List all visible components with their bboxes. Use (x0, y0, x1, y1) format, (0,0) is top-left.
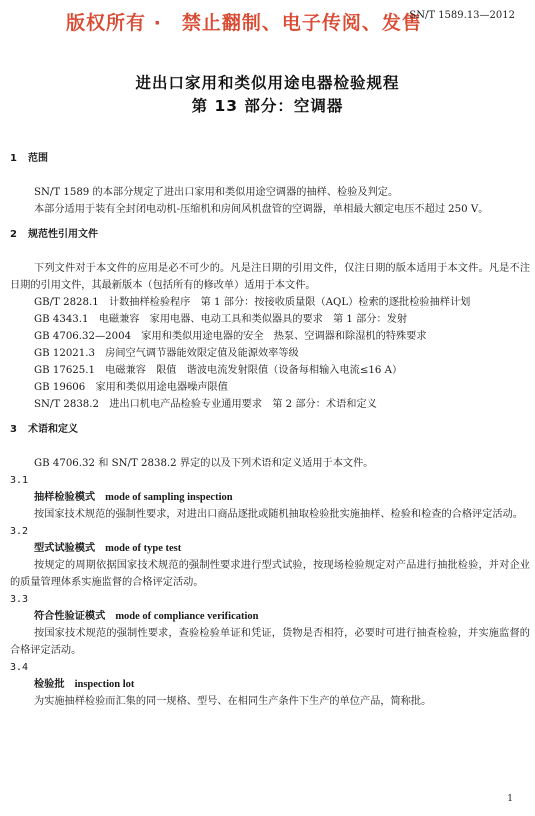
section-number: 1 (10, 153, 17, 164)
standard-code: SN/T 1589.13—2012 (409, 10, 515, 21)
paragraph: SN/T 1589 的本部分规定了进出口家用和类似用途空调器的抽样、检验及判定。 (34, 187, 399, 198)
reference-item: GB 4343.1 电磁兼容 家用电器、电动工具和类似器具的要求 第 1 部分：发射 (34, 314, 408, 325)
document-body (10, 150, 530, 710)
term-number: 3.1 (10, 475, 29, 486)
term-definition: 为实施抽样检验而汇集的同一规格、型号、在相同生产条件下生产的单位产品，简称批。 (34, 696, 432, 707)
term-cn: 符合性验证模式 (34, 610, 106, 622)
copyright-watermark: 版权所有 · 禁止翻制、电子传阅、发售 (66, 12, 422, 34)
term-en: mode of compliance verification (115, 611, 259, 622)
term-cn: 型式试验模式 (34, 542, 96, 554)
section-heading-terms-definitions (10, 421, 530, 438)
term-definition: 按国家技术规范的强制性要求，查验检验单证和凭证，货物是否相符，必要时可进行抽查检验，并实施监督的合格评定活动。 (10, 628, 530, 656)
term-en: mode of sampling inspection (105, 492, 233, 503)
reference-item: GB/T 2828.1 计数抽样检验程序 第 1 部分：按接收质量限（AQL）检索的逐批检验抽样计划 (34, 297, 471, 308)
document-subtitle: 第 13 部分：空调器 (191, 97, 344, 115)
term-title (10, 608, 530, 625)
term-number: 3.4 (10, 662, 29, 673)
paragraph: 本部分适用于装有全封闭电动机-压缩机和房间风机盘管的空调器，单相最大额定电压不超过 250 V。 (34, 204, 489, 215)
section-heading-scope (10, 150, 530, 167)
term-cn: 抽样检验模式 (34, 491, 96, 503)
section-heading-normative-references (10, 226, 530, 243)
reference-item: GB 17625.1 电磁兼容 限值 谐波电流发射限值（设备每相输入电流≤16 A） (34, 365, 403, 376)
term-number: 3.2 (10, 526, 29, 537)
section-title: 术语和定义 (28, 424, 78, 435)
reference-item: SN/T 2838.2 进出口机电产品检验专业通用要求 第 2 部分：术语和定义 (34, 399, 377, 410)
term-title (10, 489, 530, 506)
section-number: 3 (10, 424, 17, 435)
paragraph: 下列文件对于本文件的应用是必不可少的。凡是注日期的引用文件，仅注日期的版本适用于本文件。凡是不注日期的引用文件，其最新版本（包括所有的修改单）适用于本文件。 (10, 263, 530, 291)
term-en: inspection lot (74, 679, 135, 690)
section-title: 规范性引用文件 (28, 229, 98, 240)
term-number: 3.3 (10, 594, 29, 605)
term-title (10, 676, 530, 693)
reference-item: GB 19606 家用和类似用途电器噪声限值 (34, 382, 228, 393)
term-definition: 按国家技术规范的强制性要求，对进出口商品逐批或随机抽取检验批实施抽样、检验和检查的合格评定活动。 (34, 509, 523, 520)
term-cn: 检验批 (34, 678, 65, 690)
term-definition: 按规定的周期依据国家技术规范的强制性要求进行型式试验，按现场检验规定对产品进行抽批检验，并对企业的质量管理体系实施监督的合格评定活动。 (10, 560, 530, 588)
reference-item: GB 12021.3 房间空气调节器能效限定值及能源效率等级 (34, 348, 299, 359)
paragraph: GB 4706.32 和 SN/T 2838.2 界定的以及下列术语和定义适用于本文件。 (34, 458, 374, 469)
section-number: 2 (10, 229, 17, 240)
reference-item: GB 4706.32—2004 家用和类似用途电器的安全 热泵、空调器和除湿机的特殊要求 (34, 331, 427, 342)
term-en: mode of type test (105, 543, 182, 554)
term-title (10, 540, 530, 557)
section-title: 范围 (28, 153, 48, 164)
document-title: 进出口家用和类似用途电器检验规程 (135, 74, 400, 92)
page-number: 1 (507, 794, 513, 804)
